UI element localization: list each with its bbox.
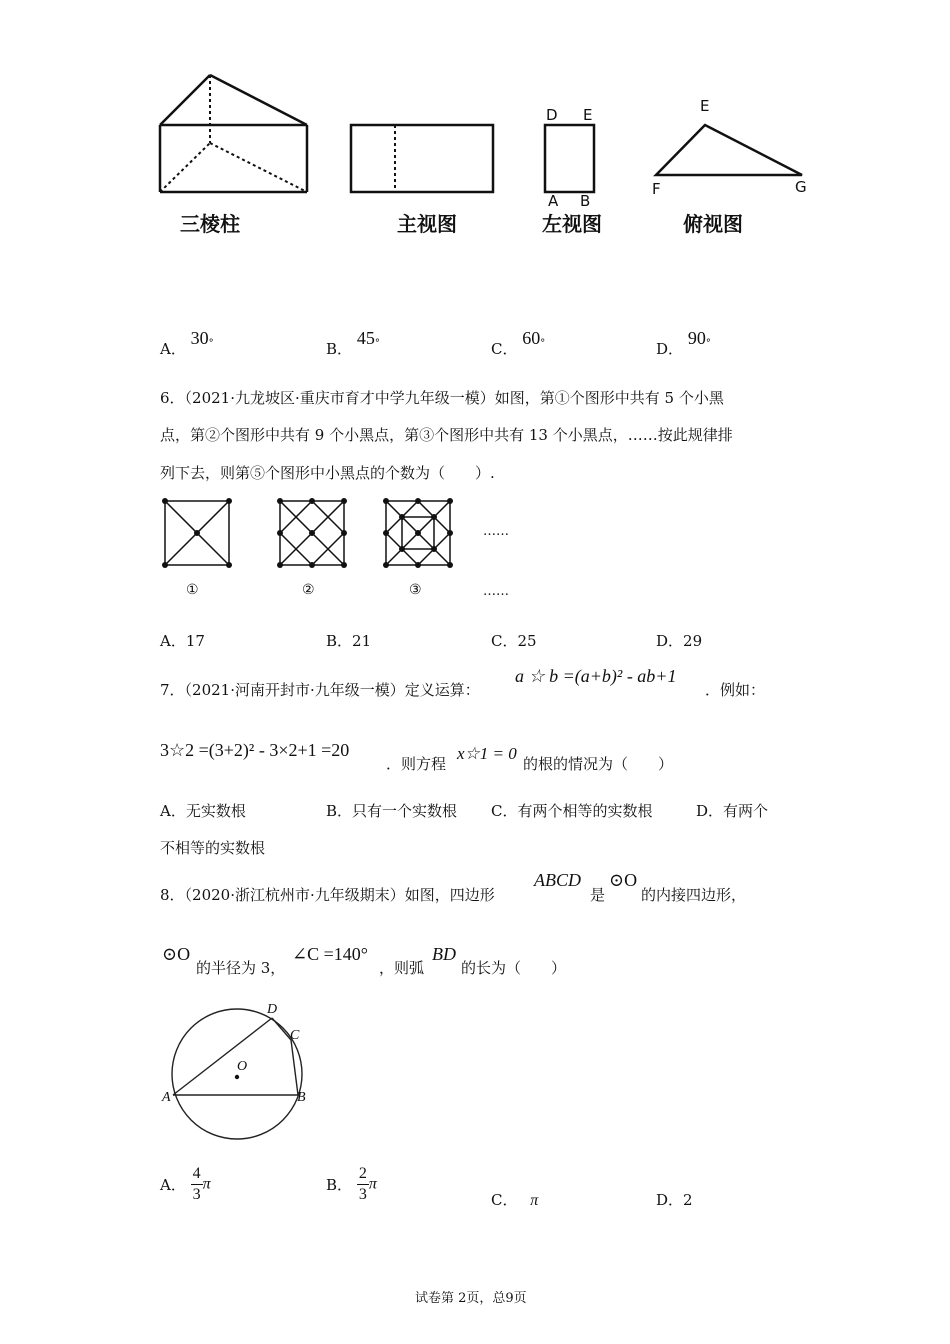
option-letter: A． <box>160 340 186 358</box>
label-top-G: G <box>795 178 807 196</box>
q7-example: 3☆2 =(3+2)² - 3×2+1 =20 <box>160 740 350 760</box>
option-letter: B． <box>326 340 353 358</box>
q8-circle2: ⊙O <box>162 944 191 964</box>
option-value: 30 <box>190 328 209 348</box>
q6-line-1: 6．（2021·九龙坡区·重庆市育才中学九年级一模）如图，第①个图形中共有 5 个小黑 <box>160 389 724 407</box>
fraction: $\frac{4}{3}$ <box>192 1165 201 1203</box>
q8-angle: ∠C =140° <box>292 944 368 964</box>
q8-arc: BD <box>432 944 456 964</box>
q7-definition: a ☆ b =(a+b)² - ab+1 <box>515 666 677 686</box>
label-D: D <box>546 106 558 124</box>
q5-option-d[interactable]: D． 90° <box>656 328 711 358</box>
q8-text-arc: ，则弧 <box>379 959 425 977</box>
q8-intro: 8．（2020·浙江杭州市·九年级期末）如图，四边形 <box>160 886 495 904</box>
option-letter: D． <box>656 340 684 358</box>
label-top-F: F <box>652 180 661 198</box>
q8-radius-text: 的半径为 3， <box>196 959 286 977</box>
label-q8-A: A <box>162 1090 171 1105</box>
q6-option-d[interactable]: D．29 <box>656 632 703 650</box>
q8-option-a[interactable]: A． $\frac{4}{3}$ π <box>160 1165 211 1203</box>
label-A: A <box>548 192 559 210</box>
ellipsis-top: …… <box>483 524 509 539</box>
label-top-E: E <box>700 97 710 115</box>
q5-option-a[interactable]: A． 30° <box>160 328 214 358</box>
q6-option-a[interactable]: A．17 <box>160 632 205 650</box>
q7-option-d-wrap: 不相等的实数根 <box>160 839 266 857</box>
label-B: B <box>580 192 591 210</box>
q7-intro-tail: ．例如： <box>705 681 766 699</box>
q7-option-a[interactable]: A．无实数根 <box>160 802 246 820</box>
q8-option-d[interactable]: D．2 <box>656 1191 693 1209</box>
option-letter: C． <box>491 340 518 358</box>
q7-equation: x☆1 = 0 <box>457 744 517 763</box>
caption-front-view: 主视图 <box>397 212 457 236</box>
label-q8-B: B <box>297 1090 306 1105</box>
q7-text2: ．则方程 <box>386 755 447 773</box>
q5-option-b[interactable]: B． 45° <box>326 328 380 358</box>
q7-text3: 的根的情况为（ ） <box>523 755 674 773</box>
q8-tail2: 的长为（ ） <box>461 959 567 977</box>
option-value: 90 <box>687 328 706 348</box>
figure-label-2: ② <box>302 582 315 598</box>
q7-intro: 7．（2021·河南开封市·九年级一模）定义运算： <box>160 681 480 699</box>
fraction: $\frac{2}{3}$ <box>358 1165 367 1203</box>
caption-top-view: 俯视图 <box>683 212 743 236</box>
figure-label-1: ① <box>186 582 199 598</box>
caption-prism: 三棱柱 <box>180 212 240 236</box>
q8-circle: ⊙O <box>609 870 638 890</box>
q6-option-c[interactable]: C．25 <box>491 632 537 650</box>
q8-option-c[interactable]: C． π <box>491 1191 539 1209</box>
q5-option-c[interactable]: C． 60° <box>491 328 546 358</box>
label-q8-C: C <box>290 1028 300 1043</box>
q8-is: 是 <box>590 886 606 904</box>
q7-option-c[interactable]: C．有两个相等的实数根 <box>491 802 653 820</box>
q6-line-3: 列下去，则第⑤个图形中小黑点的个数为（ ）. <box>160 464 495 482</box>
caption-left-view: 左视图 <box>542 212 602 236</box>
figure-label-3: ③ <box>409 582 422 598</box>
q8-option-b[interactable]: B． $\frac{2}{3}$ π <box>326 1165 377 1203</box>
label-E: E <box>583 106 593 124</box>
option-value: 45 <box>356 328 375 348</box>
q8-quad: ABCD <box>534 870 581 890</box>
option-value: 60 <box>522 328 541 348</box>
q7-option-d[interactable]: D．有两个 <box>696 802 769 820</box>
q7-option-b[interactable]: B．只有一个实数根 <box>326 802 458 820</box>
label-q8-O: O <box>237 1059 248 1074</box>
q6-option-b[interactable]: B．21 <box>326 632 372 650</box>
q6-line-2: 点，第②个图形中共有 9 个小黑点，第③个图形中共有 13 个小黑点，……按此规律排 <box>160 426 733 444</box>
q8-tail1: 的内接四边形， <box>641 886 747 904</box>
page-footer: 试卷第 2页，总9页 <box>415 1291 527 1306</box>
ellipsis-bottom: …… <box>483 584 509 599</box>
label-q8-D: D <box>267 1002 278 1017</box>
